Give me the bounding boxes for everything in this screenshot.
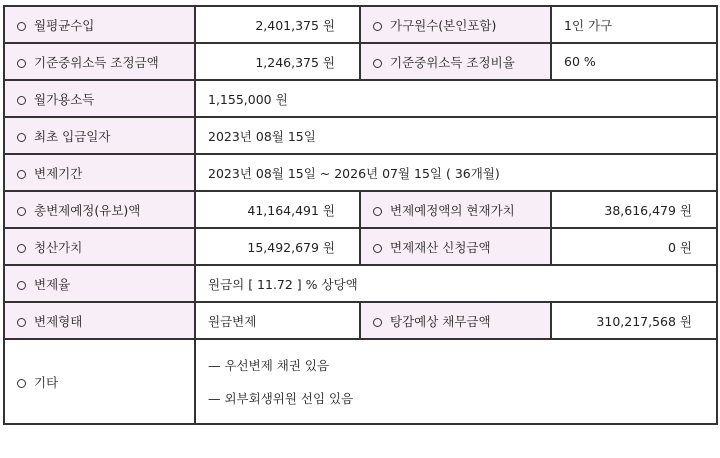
circle-bullet-icon — [17, 170, 26, 179]
period-label: 변제기간 — [34, 165, 83, 181]
other-label: 기타 — [34, 374, 59, 390]
circle-bullet-icon — [17, 96, 26, 105]
label-cell — [360, 302, 551, 339]
disposable-value: 1,155,000 원 — [195, 80, 717, 117]
exempt-request-value: 0 원 — [551, 228, 717, 265]
table-row — [4, 117, 717, 154]
other-notes — [195, 339, 717, 424]
label-cell — [4, 43, 195, 80]
table-row — [4, 302, 717, 339]
repayment-summary-table — [3, 5, 718, 425]
monthly-income-value: 2,401,375 원 — [195, 6, 360, 43]
circle-bullet-icon — [373, 22, 382, 31]
liquidation-label: 청산가치 — [34, 239, 83, 255]
label-cell — [4, 302, 195, 339]
table-row — [4, 154, 717, 191]
label-cell — [360, 191, 551, 228]
household-value: 1인 가구 — [551, 6, 717, 43]
label-cell — [4, 191, 195, 228]
total-planned-value: 41,164,491 원 — [195, 191, 360, 228]
circle-bullet-icon — [373, 207, 382, 216]
adj-amount-value: 1,246,375 원 — [195, 43, 360, 80]
label-cell — [360, 228, 551, 265]
present-value-label: 변제예정액의 현재가치 — [390, 202, 515, 218]
circle-bullet-icon — [17, 244, 26, 253]
table-row — [4, 80, 717, 117]
circle-bullet-icon — [17, 379, 26, 388]
circle-bullet-icon — [373, 244, 382, 253]
label-cell — [4, 265, 195, 302]
circle-bullet-icon — [373, 318, 382, 327]
adj-amount-label: 기준중위소득 조정금액 — [34, 54, 159, 70]
note-priority-claim: — 우선변제 채권 있음 — [208, 357, 330, 373]
note-external-trustee: — 외부회생위원 선임 있음 — [208, 390, 354, 406]
table-row — [4, 228, 717, 265]
type-value: 원금변제 — [195, 302, 360, 339]
label-cell — [4, 80, 195, 117]
circle-bullet-icon — [17, 207, 26, 216]
label-cell — [4, 117, 195, 154]
expected-debt-value: 310,217,568 원 — [551, 302, 717, 339]
table-row — [4, 43, 717, 80]
first-payment-value: 2023년 08월 15일 — [195, 117, 717, 154]
monthly-income-label: 월평균수입 — [34, 17, 95, 33]
adj-ratio-value: 60 % — [551, 43, 717, 80]
label-cell — [360, 43, 551, 80]
label-cell — [4, 154, 195, 191]
circle-bullet-icon — [17, 281, 26, 290]
first-payment-label: 최초 입금일자 — [34, 128, 111, 144]
circle-bullet-icon — [17, 318, 26, 327]
table-row — [4, 265, 717, 302]
period-value: 2023년 08월 15일 ~ 2026년 07월 15일 ( 36개월) — [195, 154, 717, 191]
rate-label: 변제율 — [34, 276, 71, 292]
circle-bullet-icon — [17, 59, 26, 68]
circle-bullet-icon — [17, 22, 26, 31]
circle-bullet-icon — [17, 133, 26, 142]
table-row — [4, 6, 717, 43]
disposable-label: 월가용소득 — [34, 91, 95, 107]
type-label: 변제형태 — [34, 313, 83, 329]
table-row — [4, 339, 717, 424]
label-cell — [4, 6, 195, 43]
exempt-request-label: 면제재산 신청금액 — [390, 239, 491, 255]
table-row — [4, 191, 717, 228]
adj-ratio-label: 기준중위소득 조정비율 — [390, 54, 515, 70]
label-cell — [360, 6, 551, 43]
label-cell — [4, 339, 195, 424]
household-label: 가구원수(본인포함) — [390, 17, 497, 33]
total-planned-label: 총변제예정(유보)액 — [34, 202, 141, 218]
rate-value: 원금의 [ 11.72 ] % 상당액 — [195, 265, 717, 302]
label-cell — [4, 228, 195, 265]
present-value-value: 38,616,479 원 — [551, 191, 717, 228]
liquidation-value: 15,492,679 원 — [195, 228, 360, 265]
expected-debt-label: 탕감예상 채무금액 — [390, 313, 491, 329]
circle-bullet-icon — [373, 59, 382, 68]
